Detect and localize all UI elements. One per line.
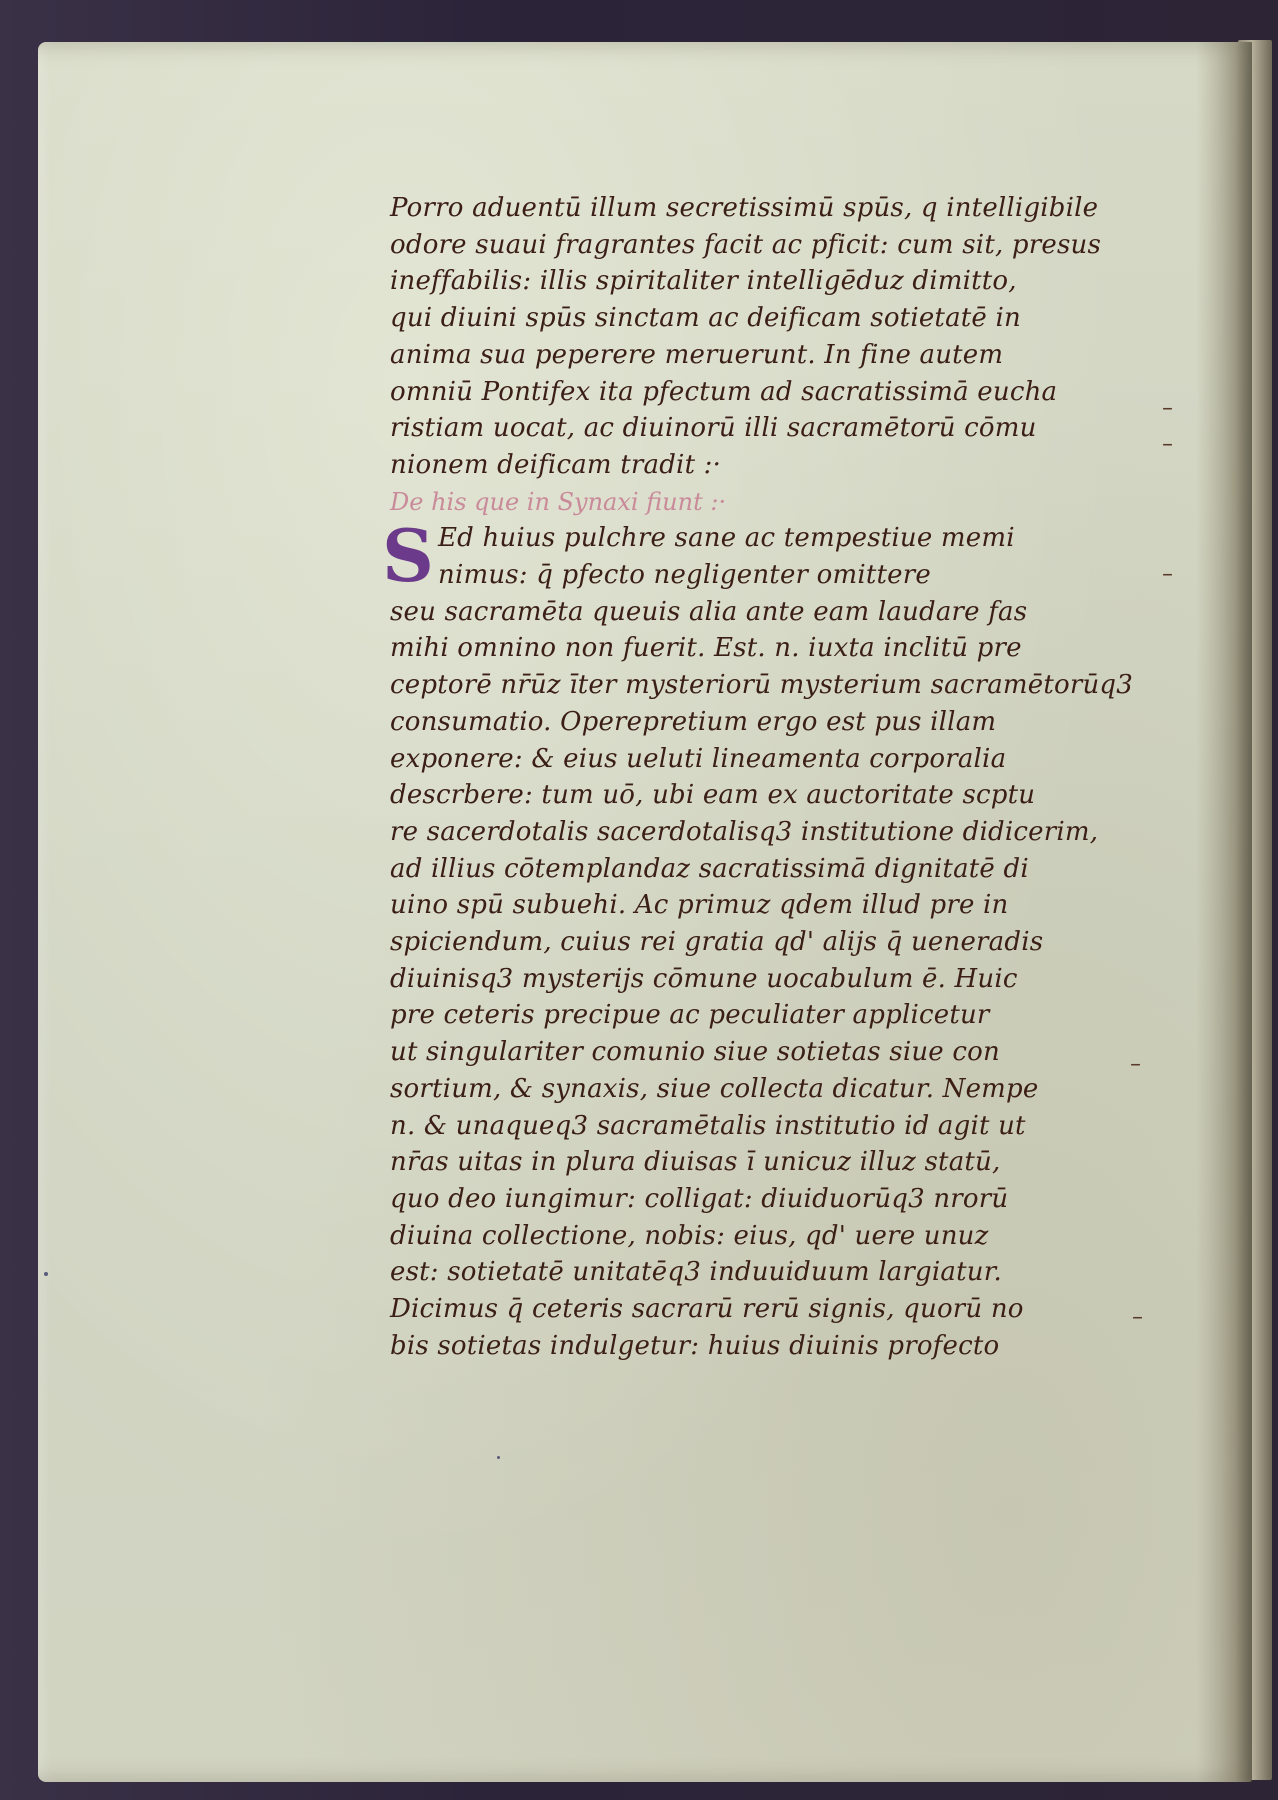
margin-dash: –	[1162, 432, 1173, 457]
margin-dash: –	[1162, 562, 1173, 587]
margin-dash: –	[1132, 1305, 1143, 1330]
gutter-shadow	[1196, 42, 1252, 1782]
text-line: anima sua peperere meruerunt. In fine autem	[390, 339, 1004, 370]
page-speck	[44, 1272, 48, 1276]
text-line: Ed huius pulchre sane ac tempestiue memi	[438, 523, 1015, 554]
chapter-body	[382, 513, 1150, 1364]
text-line: odore suaui fragrantes facit ac pficit: cum sit, presus	[390, 229, 1101, 260]
text-line: quo deo iungimur: colligat: diuiduorūq3 nrorū	[390, 1183, 1009, 1214]
text-line: nr̄as uitas in plura diuisas ī unicuz illuz statū,	[390, 1147, 1001, 1178]
text-line: diuinisq3 mysterijs cōmune uocabulum ē. Huic	[390, 963, 1018, 994]
text-line: est: sotietatē unitatēq3 induuiduum largiatur.	[390, 1257, 1002, 1288]
text-line: spiciendum, cuius rei gratia qd' alijs q̄ ueneradis	[390, 927, 1044, 958]
text-line: ristiam uocat, ac diuinorū illi sacramētorū cōmu	[390, 413, 1037, 444]
text-line: sortium, & synaxis, siue collecta dicatur. Nempe	[390, 1073, 1039, 1104]
text-line: bis sotietas indulgetur: huius diuinis profecto	[390, 1330, 1000, 1361]
page-speck	[497, 1456, 500, 1459]
text-line: nimus: q̄ pfecto negligenter omittere	[438, 560, 931, 591]
text-line: nionem deificam tradit :·	[390, 449, 722, 480]
text-line: consumatio. Operepretium ergo est pus illam	[390, 706, 997, 737]
margin-dash: –	[1162, 396, 1173, 421]
text-line: ad illius cōtemplandaz sacratissimā dignitatē di	[390, 853, 1029, 884]
text-line: re sacerdotalis sacerdotalisq3 institutione didicerim,	[390, 816, 1099, 847]
text-line: diuina collectione, nobis: eius, qd' uere unuz	[390, 1220, 989, 1251]
decorated-initial: S	[382, 513, 434, 599]
text-line: exponere: & eius ueluti lineamenta corporalia	[390, 743, 1007, 774]
manuscript-text	[382, 190, 1150, 1365]
text-line: Porro aduentū illum secretissimū spūs, q intelligibile	[390, 193, 1099, 223]
text-line: qui diuini spūs sinctam ac deificam sotietatē in	[390, 303, 1021, 334]
text-line: Dicimus q̄ ceteris sacrarū rerū signis, quorū no	[390, 1294, 1024, 1325]
text-line: seu sacramēta queuis alia ante eam laudare fas	[390, 596, 1028, 627]
text-line: descrbere: tum uō, ubi eam ex auctoritate scptu	[390, 780, 1036, 811]
margin-dash: –	[1130, 1052, 1141, 1077]
text-line: mihi omnino non fuerit. Est. n. iuxta inclitū pre	[390, 633, 1022, 664]
rubric-heading: De his que in Synaxi fiunt :·	[390, 487, 727, 516]
text-line: pre ceteris precipue ac peculiater applicetur	[390, 1000, 990, 1031]
text-line: ut singulariter comunio siue sotietas siue con	[390, 1037, 1000, 1068]
text-line: uino spū subuehi. Ac primuz qdem illud pre in	[390, 890, 1009, 921]
text-line: n. & unaqueq3 sacramētalis institutio id agit ut	[390, 1110, 1026, 1141]
text-line: omniū Pontifex ita pfectum ad sacratissimā eucha	[390, 376, 1058, 407]
text-line: ineffabilis: illis spiritaliter intelligēduz dimitto,	[390, 266, 1017, 297]
text-line: ceptorē nr̄ūz īter mysteriorū mysterium sacramētorūq3	[390, 670, 1134, 701]
